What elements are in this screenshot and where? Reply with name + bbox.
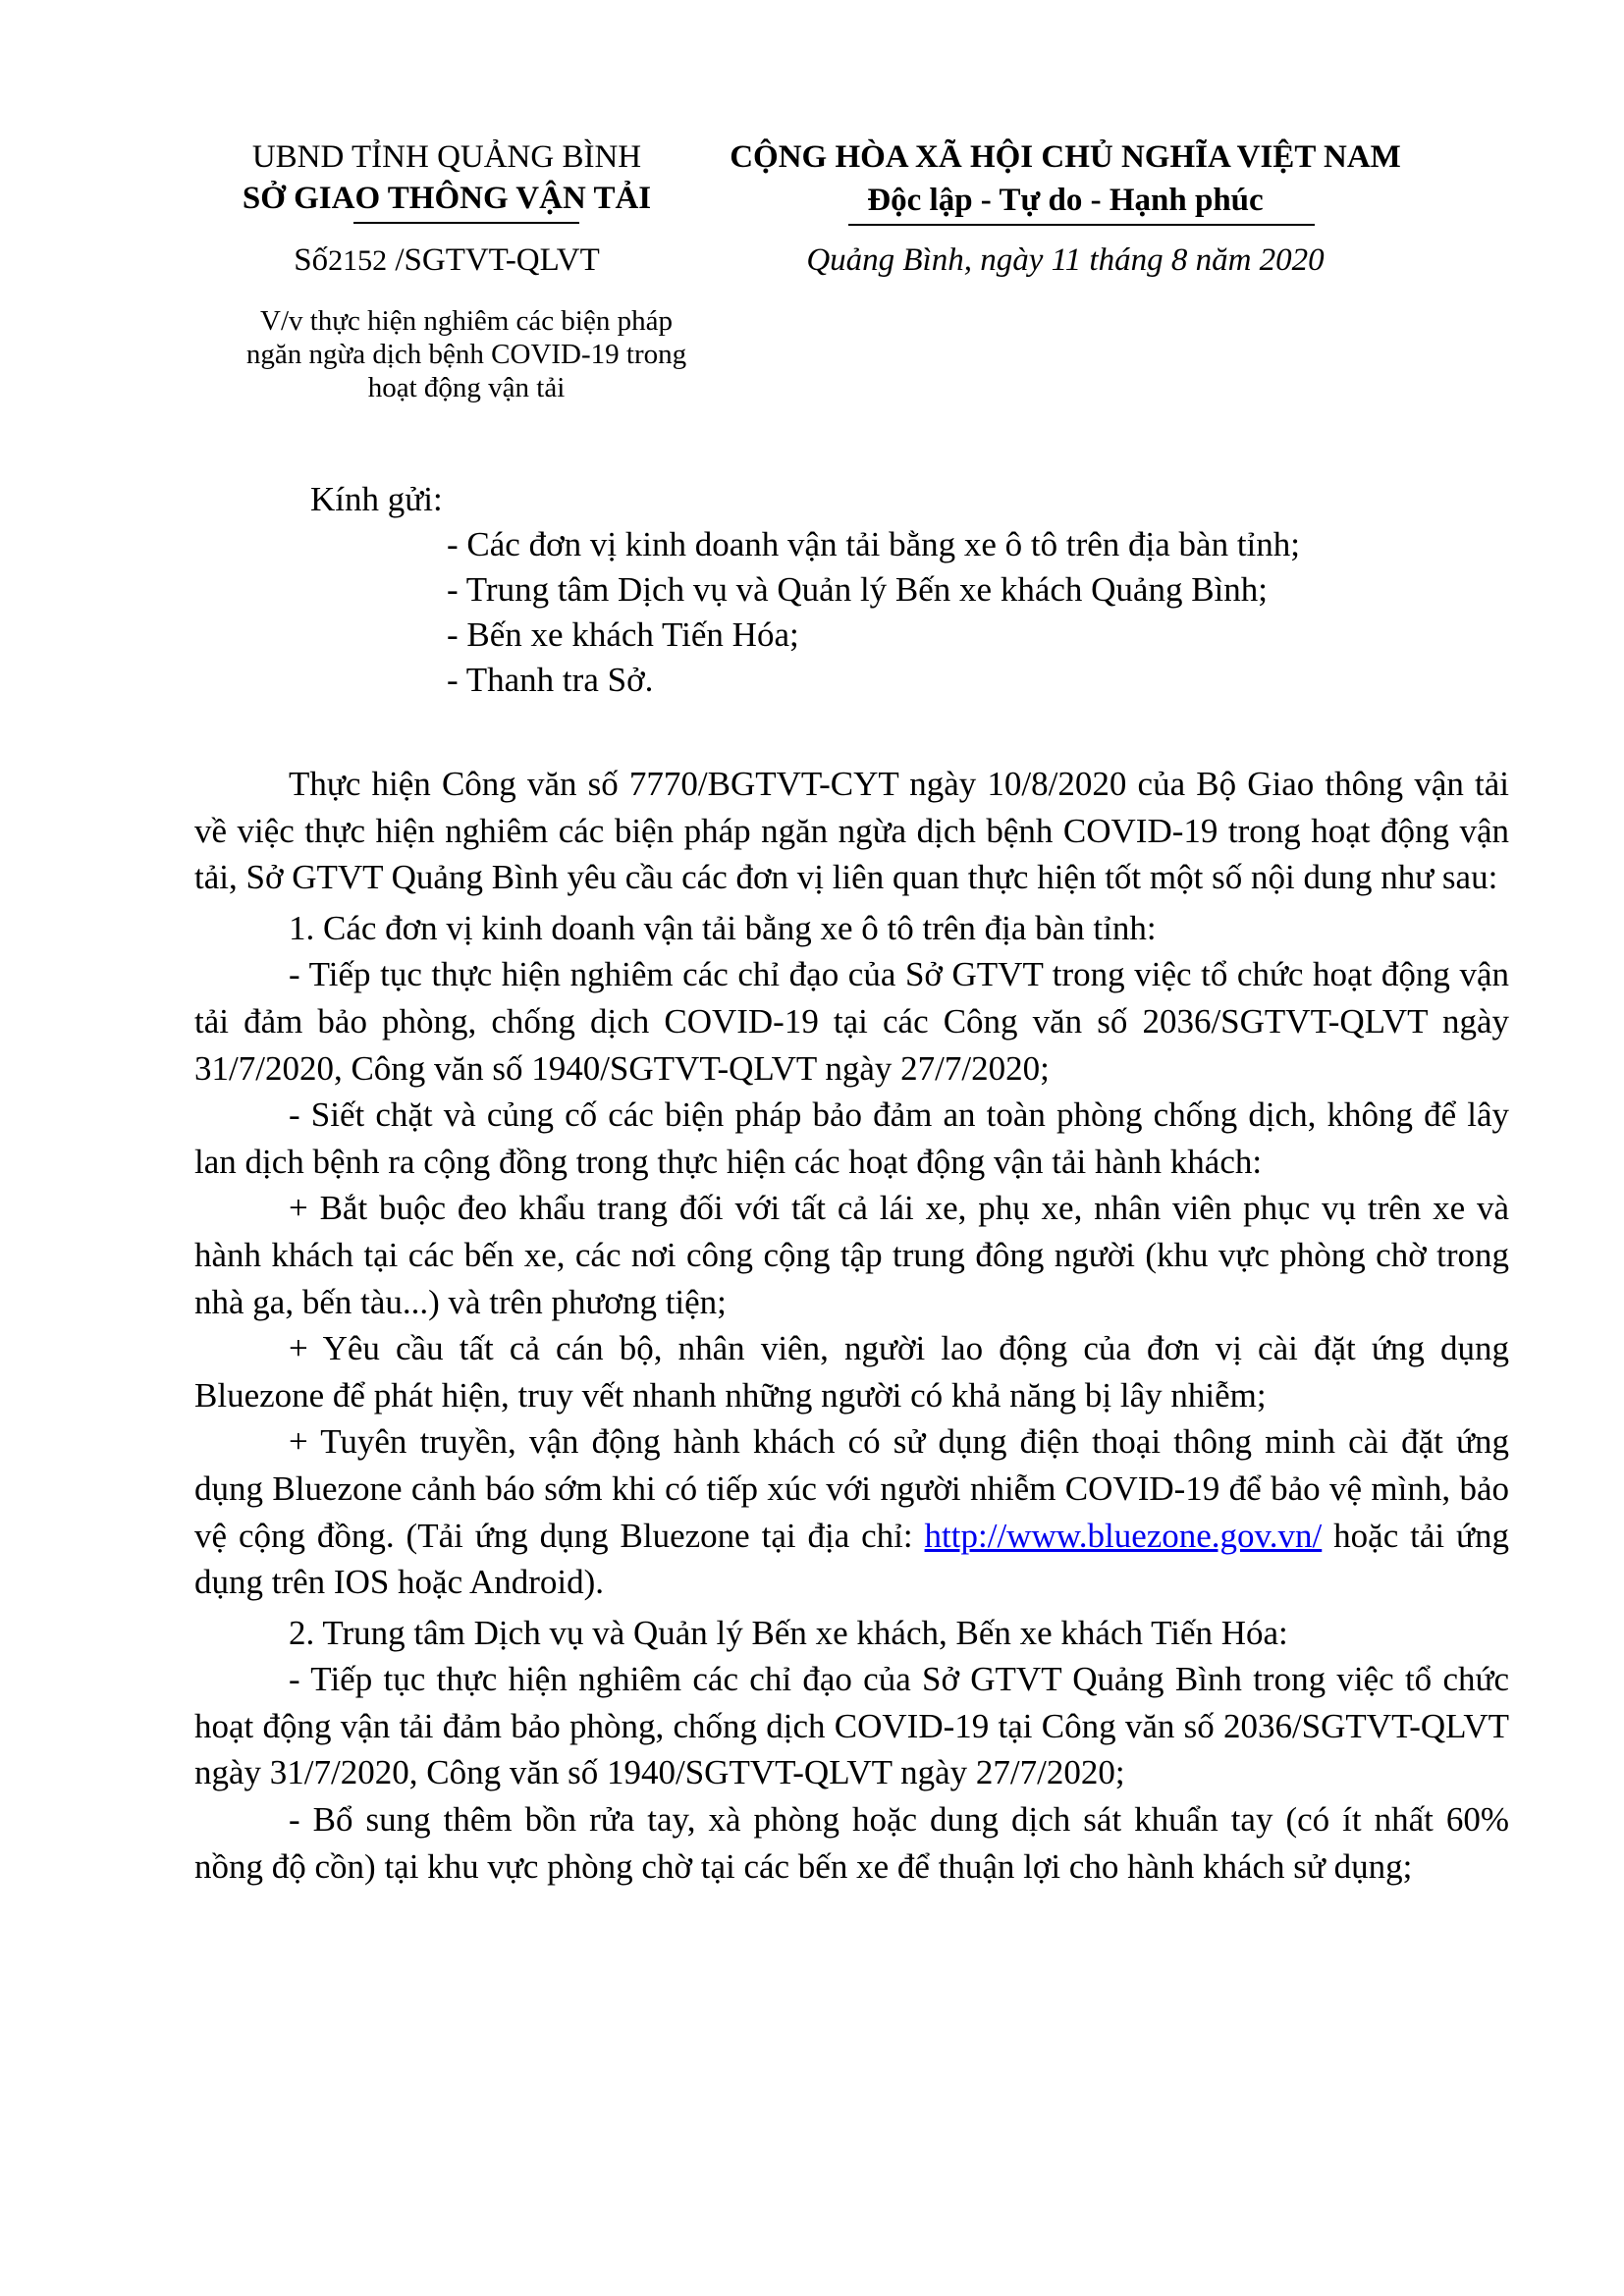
bluezone-link[interactable]: http://www.bluezone.gov.vn/ <box>924 1516 1323 1555</box>
recipients-label: Kính gửi: <box>310 480 443 518</box>
recipient-item: - Bến xe khách Tiến Hóa; <box>447 615 799 654</box>
agency-underline <box>353 222 579 224</box>
doc-number-suffix: /SGTVT-QLVT <box>387 242 600 278</box>
agency-parent: UBND TỈNH QUẢNG BÌNH <box>251 139 642 175</box>
bluezone-text: + Tuyên truyền, vận động hành khách có sử dụng điện thoại thông minh cài đặt ứng dụng Bluezone cảnh báo sớm khi có tiếp xúc với người nhiễm COVID-19 để bảo vệ mình, bảo vệ cộng đồng. (Tải ứng dụng Bluezone tại địa chỉ: <box>194 1422 1509 1555</box>
intro-paragraph: Thực hiện Công văn số 7770/BGTVT-CYT ngày 10/8/2020 của Bộ Giao thông vận tải về việc thực hiện nghiêm các biện pháp ngăn ngừa dịch bệnh COVID-19 trong hoạt động vận tải, Sở GTVT Quảng Bình yêu cầu các đơn vị liên quan thực hiện tốt một số nội dung như sau: <box>194 765 1509 897</box>
recipient-item: - Trung tâm Dịch vụ và Quản lý Bến xe khách Quảng Bình; <box>447 570 1269 609</box>
section-2-item: - Tiếp tục thực hiện nghiêm các chỉ đạo của Sở GTVT Quảng Bình trong việc tổ chức hoạt động vận tải đảm bảo phòng, chống dịch COVID-19 tại Công văn số 2036/SGTVT-QLVT ngày 31/7/2020, Công văn số 1940/SGTVT-QLVT ngày 27/7/2020; <box>194 1660 1509 1792</box>
place-date: Quảng Bình, ngày 11 tháng 8 năm 2020 <box>806 242 1325 278</box>
section-1-item <box>194 1418 1509 1605</box>
doc-number <box>206 240 687 281</box>
section-1-item: - Tiếp tục thực hiện nghiêm các chỉ đạo của Sở GTVT trong việc tổ chức hoạt động vận tải đảm bảo phòng, chống dịch COVID-19 tại các Công văn số 2036/SGTVT-QLVT ngày 31/7/2020, Công văn số 1940/SGTVT-QLVT ngày 27/7/2020; <box>194 955 1509 1088</box>
motto-underline <box>848 224 1315 226</box>
section-1-item: + Yêu cầu tất cả cán bộ, nhân viên, người lao động của đơn vị cài đặt ứng dụng Bluezone để phát hiện, truy vết nhanh những người có khả năng bị lây nhiễm; <box>194 1329 1509 1415</box>
section-1-title: 1. Các đơn vị kinh doanh vận tải bằng xe ô tô trên địa bàn tỉnh: <box>289 908 1157 947</box>
document-body <box>194 761 1509 1890</box>
section-1-item: + Bắt buộc đeo khẩu trang đối với tất cả lái xe, phụ xe, nhân viên phục vụ trên xe và hành khách tại các bến xe, các nơi công cộng tập trung đông người (khu vực phòng chờ trong nhà ga, bến tàu...) và trên phương tiện; <box>194 1189 1509 1321</box>
section-1-item: - Siết chặt và củng cố các biện pháp bảo đảm an toàn phòng chống dịch, không để lây lan dịch bệnh ra cộng đồng trong thực hiện các hoạt động vận tải hành khách: <box>194 1095 1509 1181</box>
agency-name: SỞ GIAO THÔNG VẬN TẢI <box>242 181 652 216</box>
section-2-title: 2. Trung tâm Dịch vụ và Quản lý Bến xe khách, Bến xe khách Tiến Hóa: <box>289 1613 1288 1652</box>
nation-title: CỘNG HÒA XÃ HỘI CHỦ NGHĨA VIỆT NAM <box>730 139 1401 175</box>
doc-number-prefix: Số <box>294 242 329 278</box>
doc-subject: V/v thực hiện nghiêm các biện pháp ngăn ngừa dịch bệnh COVID-19 trong hoạt động vận tải <box>245 305 687 403</box>
motto: Độc lập - Tự do - Hạnh phúc <box>867 183 1264 218</box>
bluezone-text-end: hoặc tải ứng dụng trên IOS hoặc Android). <box>194 1516 1510 1602</box>
recipient-item: - Các đơn vị kinh doanh vận tải bằng xe ô tô trên địa bàn tỉnh; <box>447 525 1301 563</box>
doc-number-value: 2152 <box>328 244 388 277</box>
recipient-item: - Thanh tra Sở. <box>447 661 654 699</box>
section-2-item: - Bổ sung thêm bồn rửa tay, xà phòng hoặc dung dịch sát khuẩn tay (có ít nhất 60% nồng độ cồn) tại khu vực phòng chờ tại các bến xe để thuận lợi cho hành khách sử dụng; <box>194 1800 1509 1886</box>
